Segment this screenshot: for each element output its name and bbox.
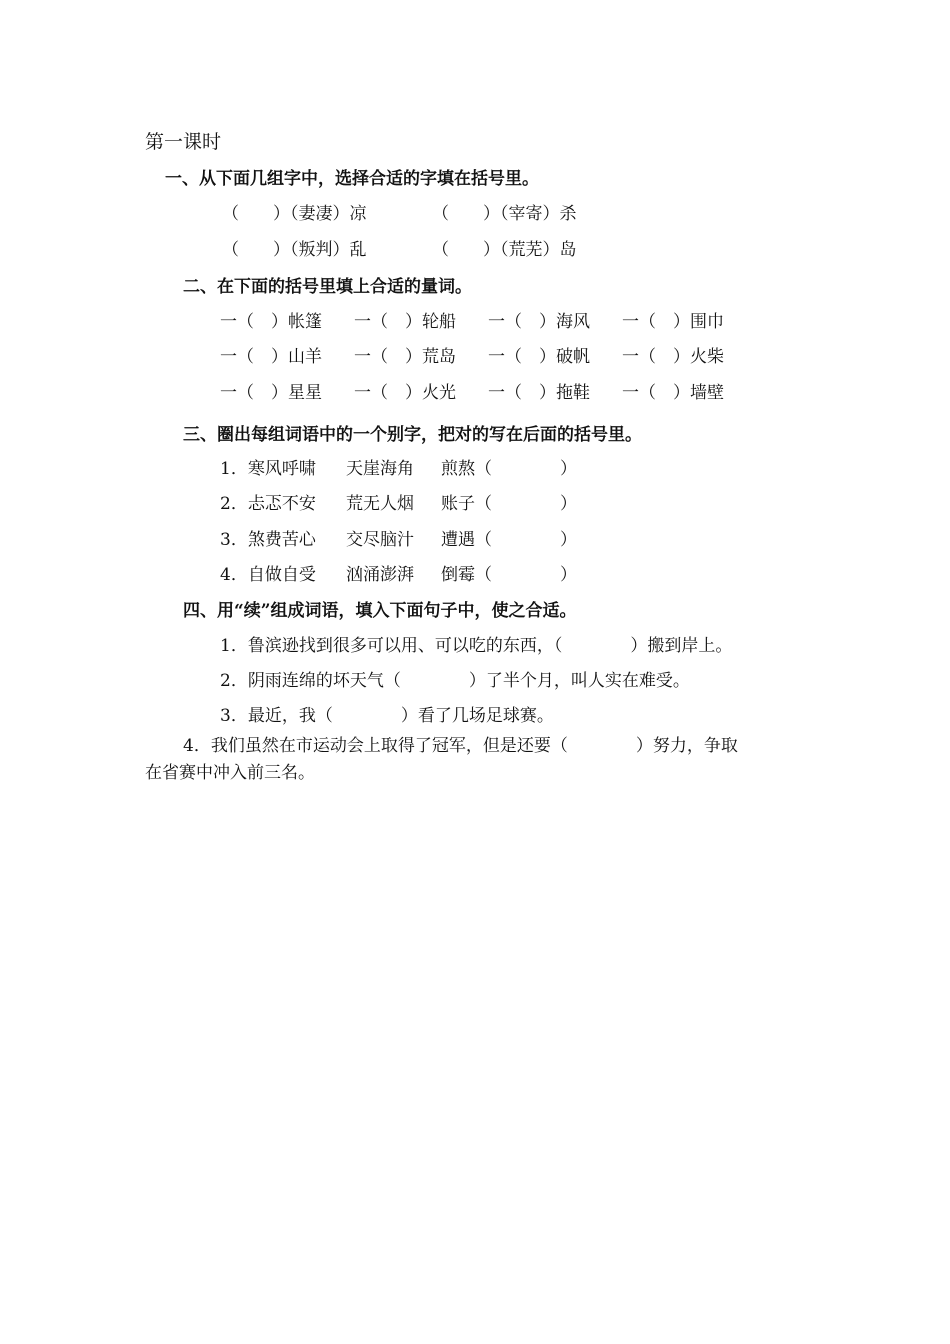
- section1-heading: 一、从下面几组字中，选择合适的字填在括号里。: [165, 169, 539, 189]
- s1-item: （ ）（荒芜）岛: [432, 240, 577, 260]
- section2-heading: 二、在下面的括号里填上合适的量词。: [183, 277, 472, 297]
- s2-item: 一（ ）墙壁: [622, 383, 724, 403]
- s4-item: 2．阴雨连绵的坏天气（ ）了半个月，叫人实在难受。: [220, 671, 690, 691]
- s2-item: 一（ ）轮船: [354, 312, 456, 332]
- s3-answer: 账子（ ）: [441, 494, 577, 514]
- s1-item: （ ）（妻凄）凉: [222, 204, 367, 224]
- lesson-title: 第一课时: [145, 131, 222, 153]
- s3-word1: 2．忐忑不安: [220, 494, 316, 514]
- s3-word1: 1．寒风呼啸: [220, 459, 316, 479]
- s3-word2: 荒无人烟: [346, 494, 414, 514]
- s2-item: 一（ ）海风: [488, 312, 590, 332]
- s2-item: 一（ ）拖鞋: [488, 383, 590, 403]
- s3-word2: 天崖海角: [346, 459, 414, 479]
- s2-item: 一（ ）山羊: [220, 347, 322, 367]
- s2-item: 一（ ）火柴: [622, 347, 724, 367]
- s2-item: 一（ ）荒岛: [354, 347, 456, 367]
- s3-answer: 遭遇（ ）: [441, 530, 577, 550]
- s4-item: 1．鲁滨逊找到很多可以用、可以吃的东西，（ ）搬到岸上。: [220, 636, 733, 656]
- s3-word2: 汹涌澎湃: [346, 565, 414, 585]
- s4-item4-line2: 在省赛中冲入前三名。: [145, 763, 315, 783]
- s2-item: 一（ ）帐篷: [220, 312, 322, 332]
- s3-word2: 交尽脑汁: [346, 530, 414, 550]
- s3-word1: 4．自做自受: [220, 565, 316, 585]
- s4-item: 3．最近，我（ ）看了几场足球赛。: [220, 706, 554, 726]
- section4-heading: 四、用“续”组成词语，填入下面句子中，使之合适。: [183, 601, 577, 621]
- s3-answer: 煎熬（ ）: [441, 459, 577, 479]
- s2-item: 一（ ）火光: [354, 383, 456, 403]
- section3-heading: 三、圈出每组词语中的一个别字，把对的写在后面的括号里。: [183, 425, 642, 445]
- s3-word1: 3．煞费苦心: [220, 530, 316, 550]
- s1-item: （ ）（叛判）乱: [222, 240, 367, 260]
- s1-item: （ ）（宰寄）杀: [432, 204, 577, 224]
- s2-item: 一（ ）星星: [220, 383, 322, 403]
- s2-item: 一（ ）围巾: [622, 312, 724, 332]
- s2-item: 一（ ）破帆: [488, 347, 590, 367]
- s3-answer: 倒霉（ ）: [441, 565, 577, 585]
- s4-item4-line1: 4．我们虽然在市运动会上取得了冠军，但是还要（ ）努力，争取: [183, 736, 738, 756]
